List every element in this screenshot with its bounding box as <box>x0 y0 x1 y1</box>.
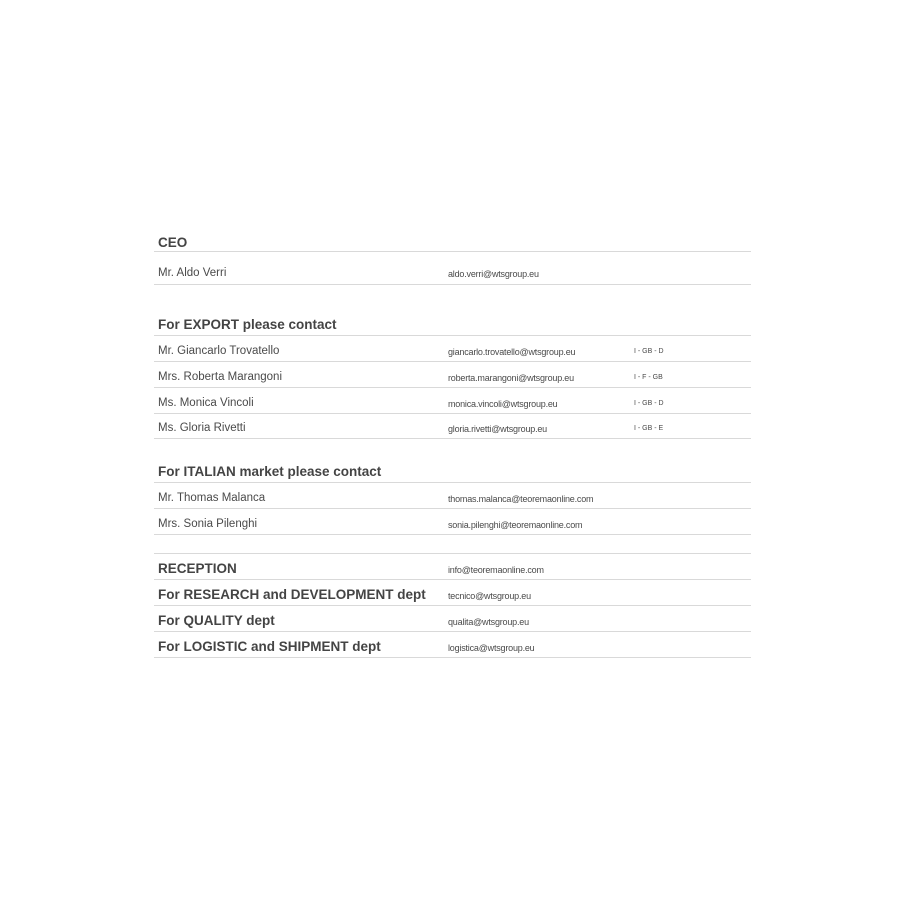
department-email[interactable]: tecnico@wtsgroup.eu <box>448 591 531 601</box>
ceo-heading: CEO <box>158 235 188 250</box>
export-row <box>154 362 751 388</box>
contact-name: Ms. Gloria Rivetti <box>158 422 246 434</box>
contact-email[interactable]: monica.vincoli@wtsgroup.eu <box>448 399 558 409</box>
contact-name: Mrs. Roberta Marangoni <box>158 371 282 383</box>
department-row-logistic <box>154 632 751 658</box>
department-row-research <box>154 580 751 606</box>
department-email[interactable]: qualita@wtsgroup.eu <box>448 617 529 627</box>
export-row <box>154 336 751 362</box>
contact-email[interactable]: giancarlo.trovatello@wtsgroup.eu <box>448 347 576 357</box>
contact-email[interactable]: sonia.pilenghi@teoremaonline.com <box>448 520 583 530</box>
italian-heading: For ITALIAN market please contact <box>158 464 382 479</box>
contact-languages: I - GB - E <box>634 425 664 432</box>
department-email[interactable]: logistica@wtsgroup.eu <box>448 643 535 653</box>
contact-email[interactable]: gloria.rivetti@wtsgroup.eu <box>448 424 547 434</box>
contact-email[interactable]: aldo.verri@wtsgroup.eu <box>448 269 539 279</box>
contact-name: Mr. Aldo Verri <box>158 267 227 279</box>
department-row-quality <box>154 606 751 632</box>
department-row-reception <box>154 554 751 580</box>
contact-name: Mrs. Sonia Pilenghi <box>158 518 258 530</box>
contact-languages: I - GB - D <box>634 348 664 355</box>
export-row <box>154 414 751 439</box>
italian-row <box>154 483 751 509</box>
ceo-row <box>154 252 751 285</box>
export-heading: For EXPORT please contact <box>158 317 337 332</box>
contact-email[interactable]: thomas.malanca@teoremaonline.com <box>448 494 594 504</box>
contact-name: Mr. Giancarlo Trovatello <box>158 345 280 357</box>
italian-row <box>154 509 751 535</box>
department-name: For RESEARCH and DEVELOPMENT dept <box>158 587 426 602</box>
contact-languages: I - GB - D <box>634 400 664 407</box>
department-name: For LOGISTIC and SHIPMENT dept <box>158 639 381 654</box>
department-name: RECEPTION <box>158 561 237 576</box>
contact-email[interactable]: roberta.marangoni@wtsgroup.eu <box>448 373 574 383</box>
contact-languages: I - F - GB <box>634 374 663 381</box>
contact-name: Ms. Monica Vincoli <box>158 397 254 409</box>
department-email[interactable]: info@teoremaonline.com <box>448 565 544 575</box>
contact-name: Mr. Thomas Malanca <box>158 492 266 504</box>
export-row <box>154 388 751 414</box>
department-name: For QUALITY dept <box>158 613 275 628</box>
